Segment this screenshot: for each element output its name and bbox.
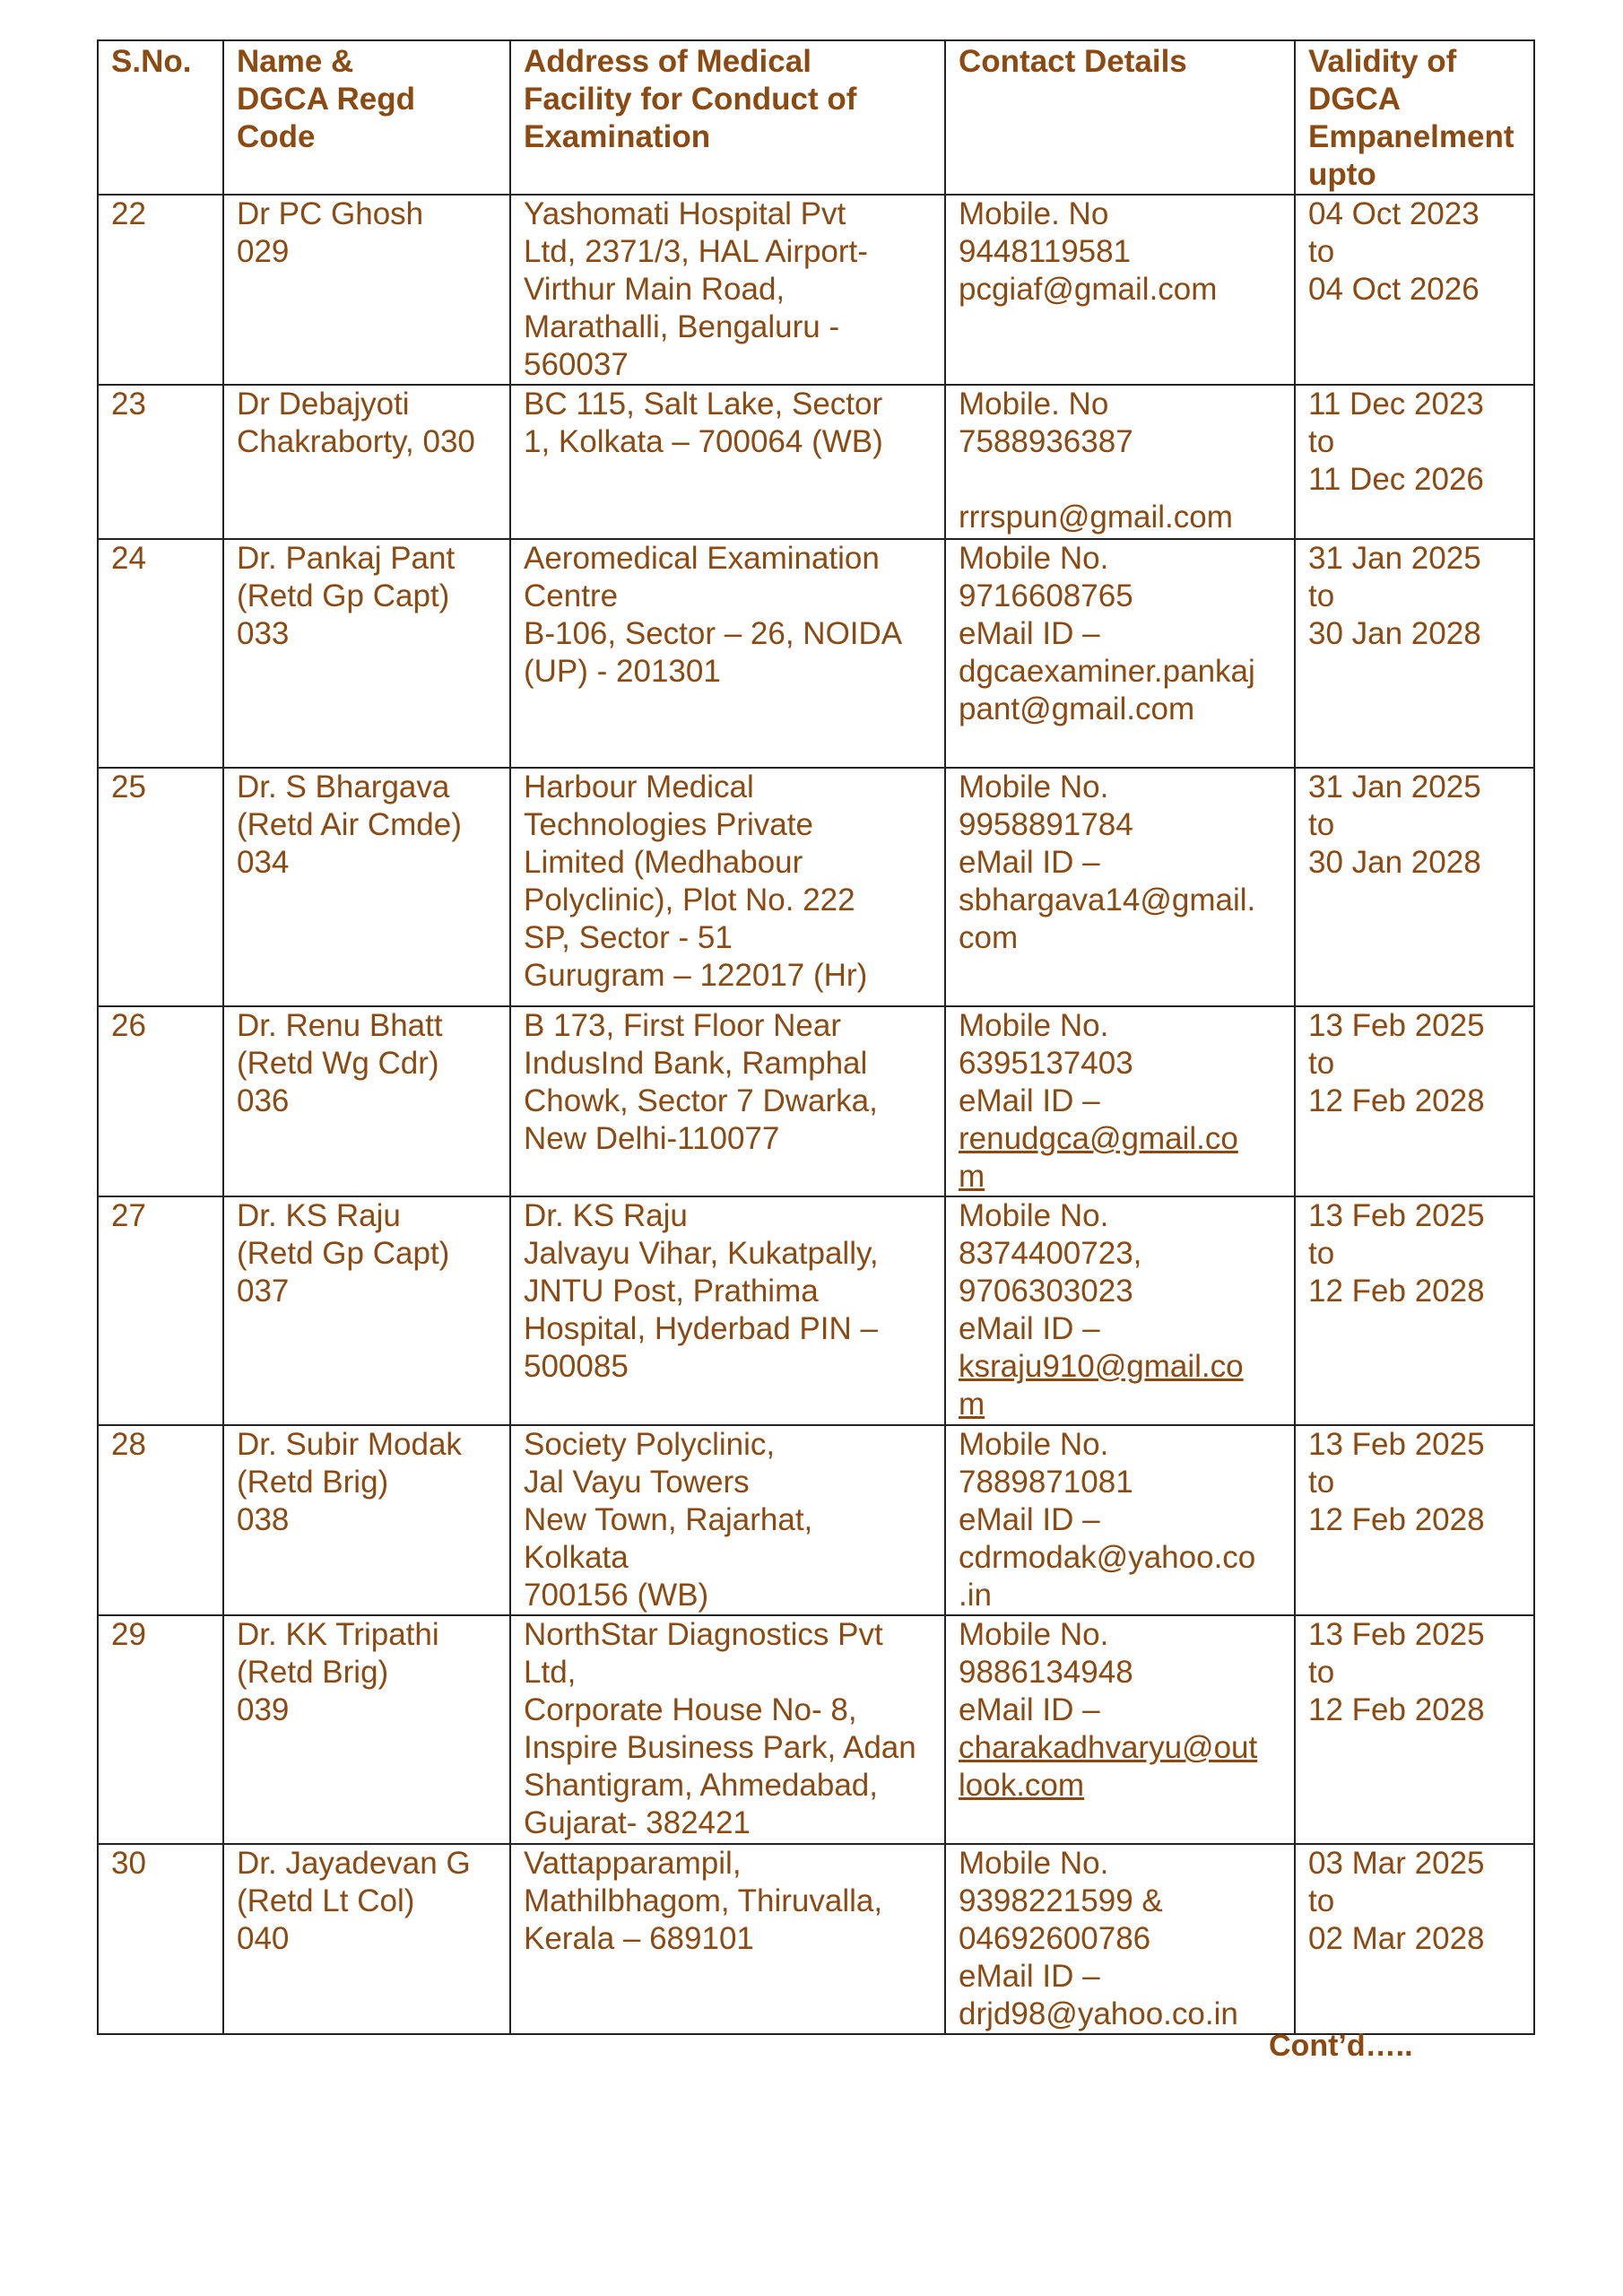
cell-address: Harbour Medical Technologies Private Limited (Medhabour Polyclinic), Plot No. 222 SP, Sector - 51 Gurugram – 122017 (Hr) — [510, 768, 945, 1006]
cell-sno: 27 — [98, 1196, 223, 1425]
cell-address: NorthStar Diagnostics Pvt Ltd, Corporate House No- 8, Inspire Business Park, Adan Shantigram, Ahmedabad, Gujarat- 382421 — [510, 1615, 945, 1844]
cell-validity: 13 Feb 2025 to 12 Feb 2028 — [1295, 1196, 1534, 1425]
cell-contact: Mobile No. 9958891784 eMail ID – sbhargava14@gmail. com — [945, 768, 1295, 1006]
table-header-row — [98, 40, 1534, 195]
table-row — [98, 1425, 1534, 1615]
email-link[interactable]: renudgca@gmail.co — [959, 1121, 1238, 1156]
cell-validity: 13 Feb 2025 to 12 Feb 2028 — [1295, 1615, 1534, 1844]
cell-address: B 173, First Floor Near IndusInd Bank, Ramphal Chowk, Sector 7 Dwarka, New Delhi-110077 — [510, 1006, 945, 1196]
cell-name: Dr. KK Tripathi (Retd Brig) 039 — [223, 1615, 510, 1844]
cell-sno: 24 — [98, 539, 223, 768]
cell-validity: 13 Feb 2025 to 12 Feb 2028 — [1295, 1006, 1534, 1196]
cell-sno: 28 — [98, 1425, 223, 1615]
cell-name: Dr PC Ghosh 029 — [223, 195, 510, 385]
table-row — [98, 195, 1534, 385]
cell-validity: 03 Mar 2025 to 02 Mar 2028 — [1295, 1844, 1534, 2034]
cell-sno: 25 — [98, 768, 223, 1006]
cell-address: Dr. KS Raju Jalvayu Vihar, Kukatpally, JNTU Post, Prathima Hospital, Hyderbad PIN – 500085 — [510, 1196, 945, 1425]
continued-note: Cont’d….. — [1269, 2029, 1413, 2063]
cell-sno: 30 — [98, 1844, 223, 2034]
cell-name: Dr. Renu Bhatt (Retd Wg Cdr) 036 — [223, 1006, 510, 1196]
email-link-continued[interactable]: m — [959, 1159, 985, 1194]
cell-sno: 26 — [98, 1006, 223, 1196]
cell-contact: Mobile No. 9716608765 eMail ID – dgcaexaminer.pankaj pant@gmail.com — [945, 539, 1295, 768]
table-row — [98, 1196, 1534, 1425]
cell-contact: Mobile No. 7889871081 eMail ID – cdrmodak@yahoo.co .in — [945, 1425, 1295, 1615]
cell-validity: 31 Jan 2025 to 30 Jan 2028 — [1295, 539, 1534, 768]
cell-contact: Mobile. No 9448119581 pcgiaf@gmail.com — [945, 195, 1295, 385]
cell-address: Aeromedical Examination Centre B-106, Sector – 26, NOIDA (UP) - 201301 — [510, 539, 945, 768]
email-link[interactable]: ksraju910@gmail.co — [959, 1349, 1244, 1384]
table-row — [98, 1844, 1534, 2034]
header-validity: Validity of DGCA Empanelment upto — [1295, 40, 1534, 195]
cell-sno: 29 — [98, 1615, 223, 1844]
cell-name: Dr Debajyoti Chakraborty, 030 — [223, 385, 510, 539]
cell-address: Vattapparampil, Mathilbhagom, Thiruvalla, Kerala – 689101 — [510, 1844, 945, 2034]
cell-sno: 23 — [98, 385, 223, 539]
cell-contact: Mobile. No 7588936387 rrrspun@gmail.com — [945, 385, 1295, 539]
cell-validity: 04 Oct 2023 to 04 Oct 2026 — [1295, 195, 1534, 385]
email-link[interactable]: charakadhvaryu@out — [959, 1730, 1258, 1765]
cell-contact: Mobile No. 9398221599 & 04692600786 eMail ID – drjd98@yahoo.co.in — [945, 1844, 1295, 2034]
table-row — [98, 1615, 1534, 1844]
cell-validity: 31 Jan 2025 to 30 Jan 2028 — [1295, 768, 1534, 1006]
table-row — [98, 539, 1534, 768]
cell-address: Yashomati Hospital Pvt Ltd, 2371/3, HAL Airport- Virthur Main Road, Marathalli, Bengaluru - 560037 — [510, 195, 945, 385]
table-row — [98, 385, 1534, 539]
cell-validity: 11 Dec 2023 to 11 Dec 2026 — [1295, 385, 1534, 539]
cell-address: BC 115, Salt Lake, Sector 1, Kolkata – 700064 (WB) — [510, 385, 945, 539]
cell-name: Dr. KS Raju (Retd Gp Capt) 037 — [223, 1196, 510, 1425]
cell-contact: Mobile No. 8374400723, 9706303023 eMail ID – ksraju910@gmail.co m — [945, 1196, 1295, 1425]
cell-name: Dr. Jayadevan G (Retd Lt Col) 040 — [223, 1844, 510, 2034]
cell-contact: Mobile No. 9886134948 eMail ID – charakadhvaryu@out look.com — [945, 1615, 1295, 1844]
email-link-continued[interactable]: m — [959, 1387, 985, 1422]
header-contact: Contact Details — [945, 40, 1295, 195]
header-name: Name & DGCA Regd Code — [223, 40, 510, 195]
table-row — [98, 1006, 1534, 1196]
cell-sno: 22 — [98, 195, 223, 385]
cell-name: Dr. Subir Modak (Retd Brig) 038 — [223, 1425, 510, 1615]
cell-name: Dr. S Bhargava (Retd Air Cmde) 034 — [223, 768, 510, 1006]
cell-validity: 13 Feb 2025 to 12 Feb 2028 — [1295, 1425, 1534, 1615]
email-link-continued[interactable]: look.com — [959, 1768, 1085, 1803]
cell-address: Society Polyclinic, Jal Vayu Towers New Town, Rajarhat, Kolkata 700156 (WB) — [510, 1425, 945, 1615]
cell-name: Dr. Pankaj Pant (Retd Gp Capt) 033 — [223, 539, 510, 768]
cell-contact: Mobile No. 6395137403 eMail ID – renudgca@gmail.co m — [945, 1006, 1295, 1196]
header-address: Address of Medical Facility for Conduct of Examination — [510, 40, 945, 195]
header-sno: S.No. — [98, 40, 223, 195]
table-row — [98, 768, 1534, 1006]
medical-examiner-table — [97, 39, 1535, 2035]
